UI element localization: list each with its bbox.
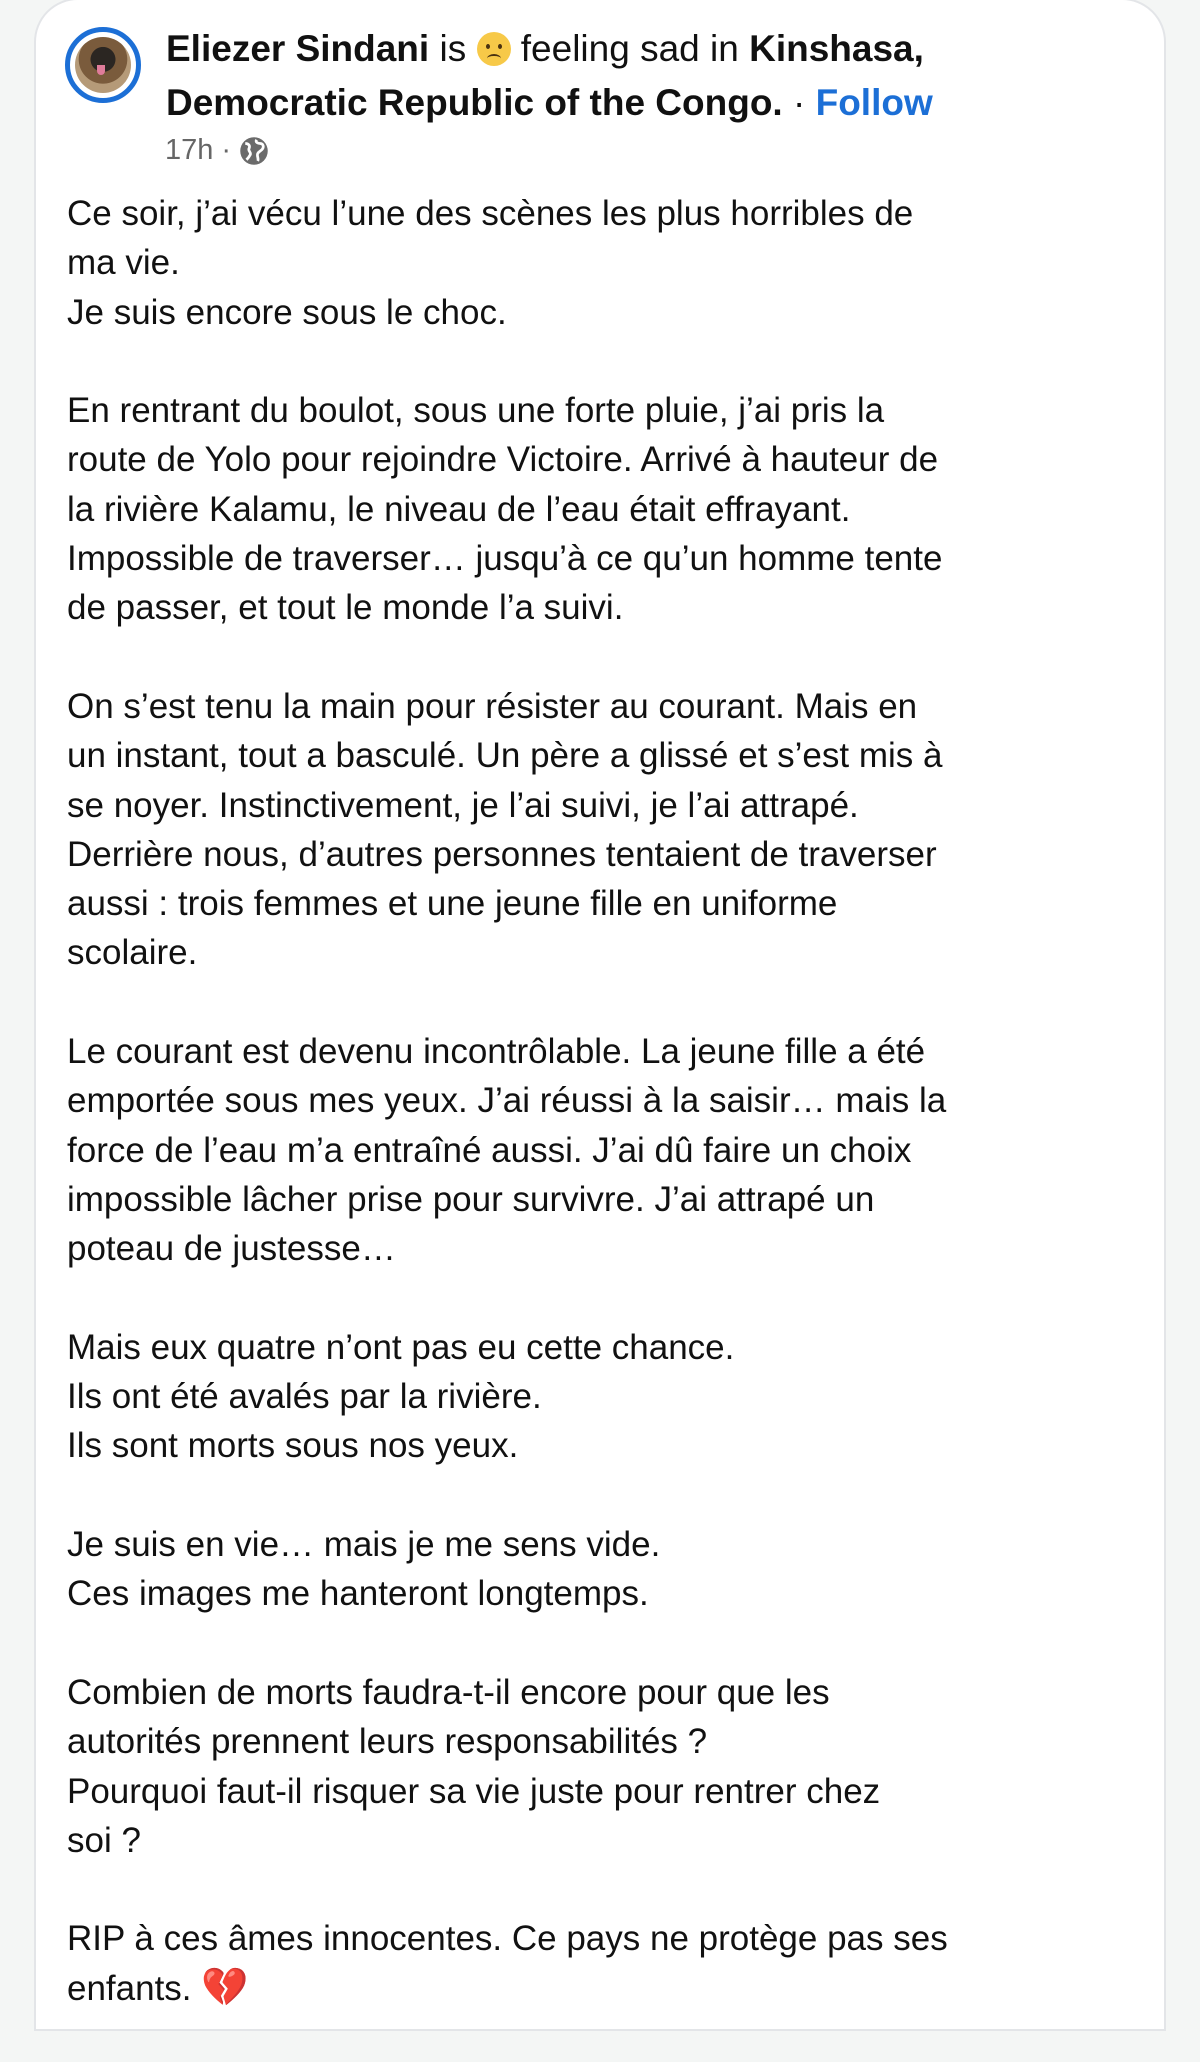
post-text-line: Combien de morts faudra-t-il encore pour que les <box>67 1672 830 1712</box>
post-text-line: En rentrant du boulot, sous une forte pluie, j’ai pris la <box>67 391 885 431</box>
follow-button[interactable]: Follow <box>815 82 933 123</box>
separator: · <box>793 82 806 123</box>
post-text-line: scolaire. <box>67 933 198 973</box>
post-text-line: Je suis encore sous le choc. <box>67 292 507 332</box>
post-text-line: impossible lâcher prise pour survivre. J’ai attrapé un <box>67 1179 875 1219</box>
post-text-line: Je suis en vie… mais je me sens vide. <box>67 1525 661 1565</box>
post-header <box>166 22 1126 130</box>
post-text-line: Ces images me hanteront longtemps. <box>67 1574 649 1614</box>
post-text-line: Mais eux quatre n’ont pas eu cette chance. <box>67 1327 735 1367</box>
post-paragraph <box>67 682 1147 978</box>
post-text-line: Ils ont été avalés par la rivière. <box>67 1377 542 1417</box>
post-text-line: Ce soir, j’ai vécu l’une des scènes les plus horribles de <box>67 194 914 233</box>
post-text-line: la rivière Kalamu, le niveau de l’eau était effrayant. <box>67 489 851 529</box>
post-text-line: Derrière nous, d’autres personnes tentaient de traverser <box>67 834 937 874</box>
post-text-line: autorités prennent leurs responsabilités ? <box>67 1722 708 1762</box>
avatar-image <box>75 37 131 93</box>
post-text-line: Pourquoi faut-il risquer sa vie juste pour rentrer chez <box>67 1771 881 1811</box>
meta-separator: · <box>221 134 232 166</box>
post-text-line: se noyer. Instinctivement, je l’ai suivi, je l’ai attrapé. <box>67 785 859 825</box>
author-name[interactable]: Eliezer Sindani <box>166 28 430 69</box>
post-text-line: ma vie. <box>67 243 180 283</box>
post-text-line: poteau de justesse… <box>67 1229 396 1269</box>
location-line1[interactable]: Kinshasa, <box>749 28 924 69</box>
post-paragraph <box>67 1520 1147 1619</box>
post-text-line: un instant, tout a basculé. Un père a glissé et s’est mis à <box>67 736 943 776</box>
location-line2[interactable]: Democratic Republic of the Congo. <box>166 82 783 123</box>
post-text-line: Impossible de traverser… jusqu’à ce qu’un homme tente <box>67 539 943 579</box>
post-text-line: de passer, et tout le monde l’a suivi. <box>67 588 624 628</box>
post-text-line: RIP à ces âmes innocentes. Ce pays ne protège pas ses <box>67 1919 948 1959</box>
post-text-line: soi ? <box>67 1820 141 1860</box>
post-paragraph <box>67 189 1147 337</box>
globe-icon[interactable] <box>239 136 269 166</box>
post-paragraph <box>67 1914 1147 2013</box>
post-text-line: Le courant est devenu incontrôlable. La jeune fille a été <box>67 1032 926 1072</box>
is-text: is <box>439 28 467 69</box>
post-text-line: force de l’eau m’a entraîné aussi. J’ai dû faire un choix <box>67 1130 912 1170</box>
post-text-line: aussi : trois femmes et une jeune fille en uniforme <box>67 884 838 924</box>
post-text-line: Ils sont morts sous nos yeux. <box>67 1426 519 1466</box>
author-avatar[interactable] <box>65 27 141 103</box>
sad-face-icon <box>477 32 511 66</box>
post-text-line: enfants. <box>67 1968 192 2008</box>
post-paragraph <box>67 1668 1147 1865</box>
post-text-line: route de Yolo pour rejoindre Victoire. Arrivé à hauteur de <box>67 440 939 480</box>
post-paragraph <box>67 386 1147 632</box>
timestamp[interactable]: 17h <box>165 134 214 166</box>
post-meta <box>165 134 269 167</box>
post-text-line <box>67 1964 1147 2013</box>
post-text-line: On s’est tenu la main pour résister au courant. Mais en <box>67 686 918 726</box>
post-paragraph <box>67 1027 1147 1273</box>
post-body <box>67 189 1147 2062</box>
post-text-line: emportée sous mes yeux. J’ai réussi à la saisir… mais la <box>67 1081 947 1121</box>
feeling-text: feeling sad in <box>520 28 739 69</box>
post-paragraph <box>67 1323 1147 1471</box>
broken-heart-icon: 💔 <box>201 1966 249 2009</box>
